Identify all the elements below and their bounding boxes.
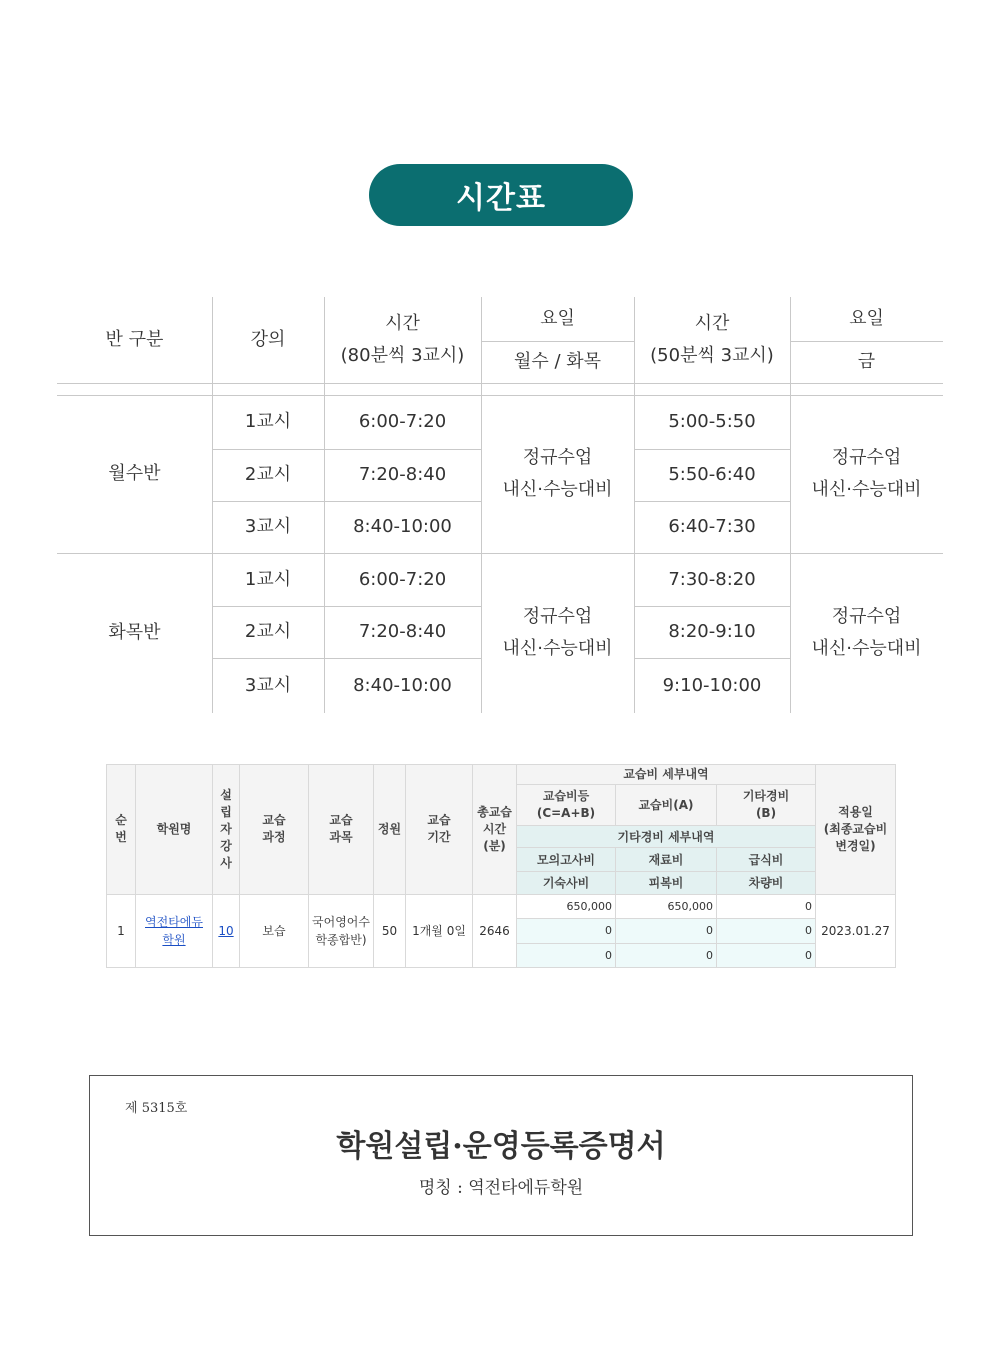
header-capacity: 정원 (374, 765, 406, 895)
header-mock-exam: 모의고사비 (517, 848, 616, 871)
certificate-number: 제 5315호 (125, 1101, 188, 1116)
time-cell: 7:30-8:20 (668, 568, 756, 590)
class-content-line2: 내신·수능대비 (811, 479, 922, 500)
time-cell: 6:00-7:20 (358, 568, 447, 590)
row-dorm: 0 (517, 943, 616, 967)
period-cell: 3교시 (244, 516, 292, 537)
header-class-group: 반 구분 (105, 329, 164, 350)
schedule-table (57, 297, 943, 713)
class-content-line2: 내신·수능대비 (502, 638, 613, 659)
row-mock-exam: 0 (517, 919, 616, 943)
header-course: 교습 과정 (240, 765, 309, 895)
header-day1-top: 요일 (540, 308, 575, 329)
group-name: 화목반 (108, 622, 161, 643)
header-academy: 학원명 (136, 765, 213, 895)
period-cell: 2교시 (244, 621, 292, 642)
class-content-line1: 정규수업 (522, 447, 593, 468)
certificate-academy-name: 명칭 : 역전타에듀학원 (418, 1178, 584, 1198)
row-other-b: 0 (717, 894, 816, 918)
header-other-b: 기타경비 (B) (717, 785, 816, 826)
header-other-detail: 기타경비 세부내역 (517, 825, 816, 847)
header-time1-line1: 시간 (385, 313, 420, 334)
header-uniform: 피복비 (616, 871, 717, 894)
time-cell: 5:00-5:50 (668, 411, 756, 432)
header-lecture: 강의 (250, 329, 286, 350)
time-cell: 8:40-10:00 (353, 674, 452, 696)
header-founder: 설 립 자 강 사 (213, 765, 240, 895)
time-cell: 6:00-7:20 (358, 411, 447, 432)
period-cell: 1교시 (244, 568, 292, 590)
header-fee-total: 교습비등 (C=A+B) (517, 785, 616, 826)
time-cell: 9:10-10:00 (662, 674, 762, 696)
time-cell: 8:20-9:10 (668, 621, 756, 642)
certificate-title: 학원설립·운영등록증명서 (336, 1129, 666, 1164)
header-apply-date: 적용일 (최종교습비 변경일) (816, 765, 896, 895)
time-cell: 7:20-8:40 (358, 621, 447, 642)
class-content-line1: 정규수업 (831, 447, 902, 468)
row-meal: 0 (717, 919, 816, 943)
header-day2-top: 요일 (849, 308, 884, 329)
founder-link[interactable]: 10 (213, 894, 240, 967)
row-period: 1개월 0일 (406, 894, 473, 967)
row-capacity: 50 (374, 894, 406, 967)
period-cell: 2교시 (244, 464, 292, 485)
row-material: 0 (616, 919, 717, 943)
header-fee-a: 교습비(A) (616, 785, 717, 826)
row-vehicle: 0 (717, 943, 816, 967)
header-fee-detail: 교습비 세부내역 (517, 765, 816, 785)
row-fee-a: 650,000 (616, 894, 717, 918)
header-day1-bottom: 월수 / 화목 (513, 351, 602, 372)
time-cell: 8:40-10:00 (353, 516, 452, 537)
header-vehicle: 차량비 (717, 871, 816, 894)
class-content-line2: 내신·수능대비 (811, 638, 922, 659)
header-meal: 급식비 (717, 848, 816, 871)
header-no: 순 번 (107, 765, 136, 895)
header-total-time: 총교습 시간 (분) (473, 765, 517, 895)
time-cell: 6:40-7:30 (668, 516, 756, 537)
header-material: 재료비 (616, 848, 717, 871)
period-cell: 3교시 (244, 674, 292, 696)
header-day2-bottom: 금 (857, 351, 876, 372)
row-subject: 국어영어수 학종합반) (309, 894, 374, 967)
class-content-line1: 정규수업 (831, 606, 902, 627)
row-fee-total: 650,000 (517, 894, 616, 918)
row-course: 보습 (240, 894, 309, 967)
row-total-time: 2646 (473, 894, 517, 967)
row-apply-date: 2023.01.27 (816, 894, 896, 967)
header-time1-line2: (80분씩 3교시) (340, 345, 465, 366)
header-period: 교습 기간 (406, 765, 473, 895)
header-time2-line1: 시간 (694, 313, 730, 334)
time-cell: 7:20-8:40 (358, 464, 447, 485)
class-content-line1: 정규수업 (522, 606, 593, 627)
page-title: 시간표 (369, 164, 633, 226)
period-cell: 1교시 (244, 411, 292, 432)
row-uniform: 0 (616, 943, 717, 967)
row-no: 1 (107, 894, 136, 967)
time-cell: 5:50-6:40 (668, 464, 756, 485)
tuition-table (106, 764, 896, 968)
header-time2-line2: (50분씩 3교시) (650, 345, 774, 366)
group-name: 월수반 (108, 463, 161, 484)
header-dorm: 기숙사비 (517, 871, 616, 894)
registration-certificate (89, 1075, 913, 1236)
header-subject: 교습 과목 (309, 765, 374, 895)
academy-link[interactable]: 역전타에듀 학원 (136, 894, 213, 967)
class-content-line2: 내신·수능대비 (502, 479, 613, 500)
